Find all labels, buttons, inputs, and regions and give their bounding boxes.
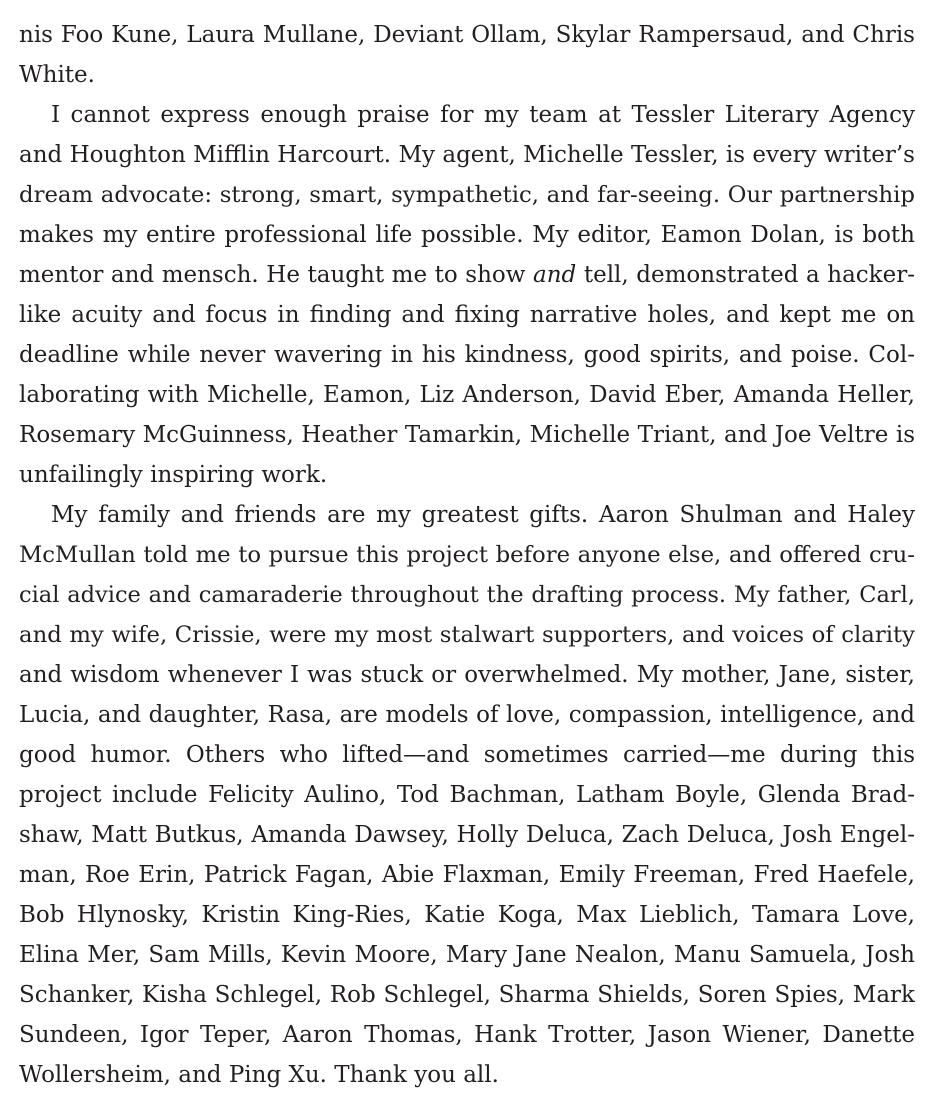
text-run: mentor and mensch. He taught me to show bbox=[19, 262, 534, 288]
text-line: My family and friends are my greatest gifts. Aaron Shulman and Haley bbox=[51, 502, 915, 528]
text-line: Bob Hlynosky, Kristin King-Ries, Katie Koga, Max Lieblich, Tamara Love, bbox=[19, 902, 915, 928]
text-line: makes my entire professional life possible. My editor, Eamon Dolan, is both bbox=[19, 222, 915, 248]
text-line: unfailingly inspiring work. bbox=[19, 462, 328, 488]
acknowledgments-text bbox=[19, 15, 915, 1095]
text-run: tell, demonstrated a hacker- bbox=[576, 262, 915, 288]
text-line-with-emphasis bbox=[19, 255, 915, 295]
text-line: shaw, Matt Butkus, Amanda Dawsey, Holly Deluca, Zach Deluca, Josh Engel- bbox=[19, 822, 915, 848]
text-line: nis Foo Kune, Laura Mullane, Deviant Ollam, Skylar Rampersaud, and Chris bbox=[19, 22, 915, 48]
text-line: I cannot express enough praise for my team at Tessler Literary Agency bbox=[51, 102, 915, 128]
emphasis-text: and bbox=[533, 262, 577, 288]
text-line: good humor. Others who lifted—and sometimes carried—me during this bbox=[19, 742, 915, 768]
text-line: Wollersheim, and Ping Xu. Thank you all. bbox=[19, 1062, 499, 1088]
text-line: deadline while never wavering in his kindness, good spirits, and poise. Col- bbox=[19, 342, 915, 368]
text-line: McMullan told me to pursue this project before anyone else, and offered cru- bbox=[19, 542, 915, 568]
text-line: man, Roe Erin, Patrick Fagan, Abie Flaxman, Emily Freeman, Fred Haefele, bbox=[19, 862, 915, 888]
text-line: project include Felicity Aulino, Tod Bachman, Latham Boyle, Glenda Brad- bbox=[19, 782, 915, 808]
text-line: Lucia, and daughter, Rasa, are models of love, compassion, intelligence, and bbox=[19, 702, 915, 728]
text-line: Sundeen, Igor Teper, Aaron Thomas, Hank Trotter, Jason Wiener, Danette bbox=[19, 1022, 915, 1048]
text-line: and my wife, Crissie, were my most stalwart supporters, and voices of clarity bbox=[19, 622, 915, 648]
text-line: Rosemary McGuinness, Heather Tamarkin, Michelle Triant, and Joe Veltre is bbox=[19, 422, 915, 448]
text-line: dream advocate: strong, smart, sympathetic, and far-seeing. Our partnership bbox=[19, 182, 915, 208]
text-line: laborating with Michelle, Eamon, Liz Anderson, David Eber, Amanda Heller, bbox=[19, 382, 915, 408]
text-line: cial advice and camaraderie throughout the drafting process. My father, Carl, bbox=[19, 582, 915, 608]
text-line: White. bbox=[19, 62, 95, 88]
text-line: Schanker, Kisha Schlegel, Rob Schlegel, Sharma Shields, Soren Spies, Mark bbox=[19, 982, 915, 1008]
text-line: and Houghton Mifflin Harcourt. My agent, Michelle Tessler, is every writer’s bbox=[19, 142, 915, 168]
text-line: like acuity and focus in finding and fixing narrative holes, and kept me on bbox=[19, 302, 915, 328]
text-line: and wisdom whenever I was stuck or overwhelmed. My mother, Jane, sister, bbox=[19, 662, 915, 688]
text-line: Elina Mer, Sam Mills, Kevin Moore, Mary Jane Nealon, Manu Samuela, Josh bbox=[19, 942, 915, 968]
